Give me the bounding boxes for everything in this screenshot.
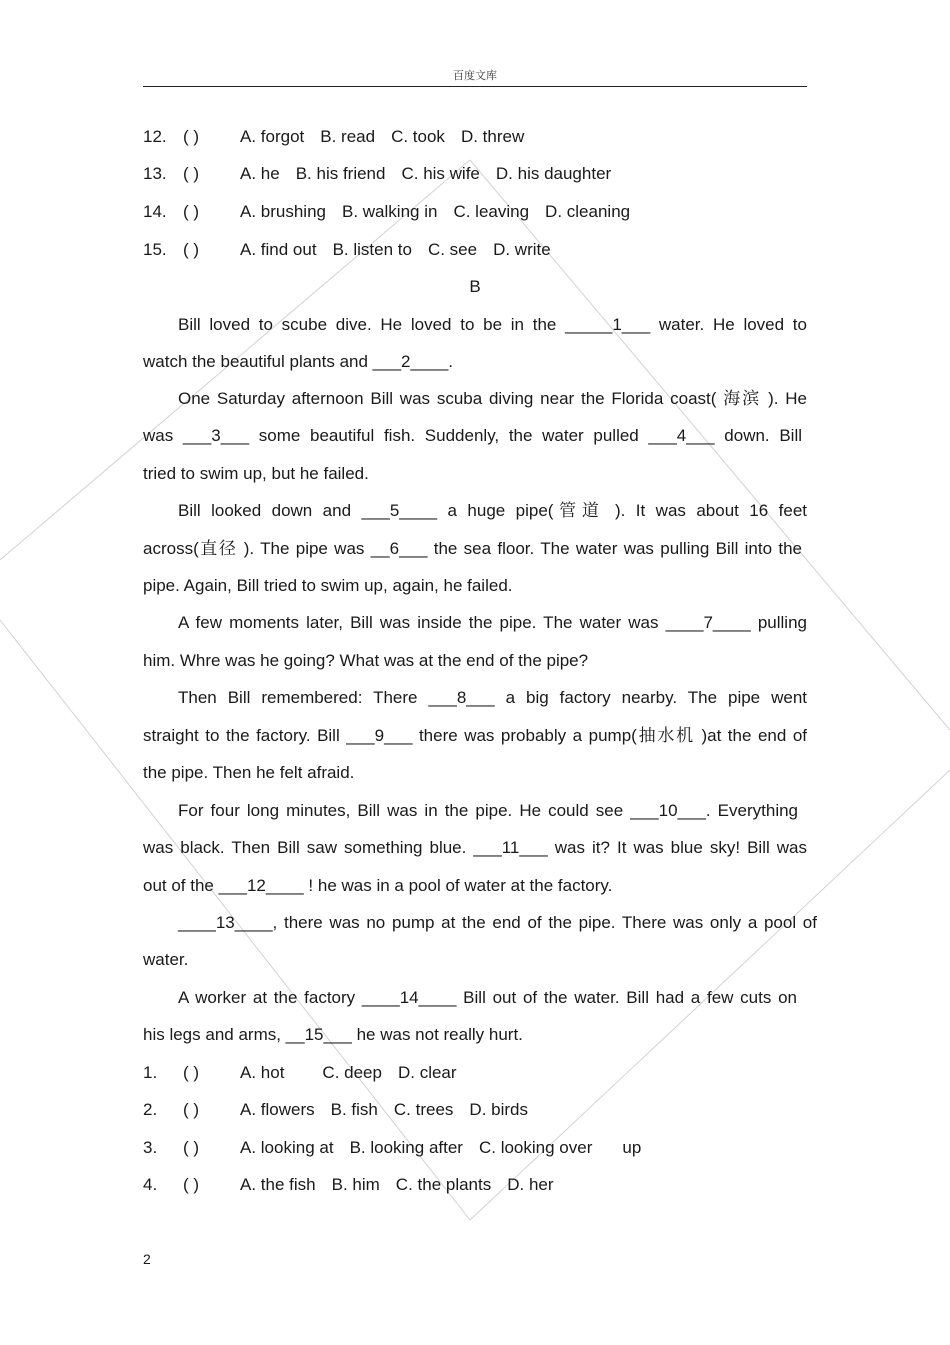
passage-line: tried to swim up, but he failed. xyxy=(143,464,369,483)
option-c: C. the plants xyxy=(395,1175,492,1194)
question-4 xyxy=(143,1175,570,1195)
option-a: A. find out xyxy=(240,240,317,259)
question-13 xyxy=(143,164,627,184)
option-b: B. read xyxy=(320,127,376,146)
passage-line: the pipe. Then he felt afraid. xyxy=(143,763,355,782)
option-b: B. him xyxy=(331,1175,380,1194)
passage-line: Bill loved to scube dive. He loved to be in the _____1___ water. He loved to xyxy=(178,315,807,334)
option-c: C. see xyxy=(427,240,478,259)
option-d: D. clear xyxy=(397,1063,457,1082)
option-b: B. looking after xyxy=(349,1138,463,1157)
question-2 xyxy=(143,1100,544,1120)
answer-blank: ( ) xyxy=(183,1100,200,1119)
option-a: A. looking at xyxy=(240,1138,334,1157)
option-c: C. looking over xyxy=(478,1138,593,1157)
option-a: A. hot xyxy=(240,1063,285,1082)
option-b: B. fish xyxy=(330,1100,378,1119)
passage-line: A worker at the factory ____14____ Bill out of the water. Bill had a few cuts on xyxy=(178,988,797,1007)
question-1 xyxy=(143,1063,473,1083)
option-a: A. the fish xyxy=(240,1175,316,1194)
option-d: up xyxy=(622,1138,642,1157)
page-number: 2 xyxy=(143,1251,151,1267)
question-number: 13. xyxy=(143,164,167,183)
answer-blank: ( ) xyxy=(183,1063,200,1082)
option-d: D. threw xyxy=(460,127,525,146)
option-c: C. took xyxy=(391,127,445,146)
option-d: D. her xyxy=(507,1175,554,1194)
option-b: B. listen to xyxy=(332,240,412,259)
header-divider xyxy=(143,86,807,87)
option-a: A. he xyxy=(240,164,280,183)
question-number: 2. xyxy=(143,1100,158,1119)
question-number: 12. xyxy=(143,127,167,146)
passage-line: across(直径 ). The pipe was __6___ the sea floor. The water was pulling Bill into the xyxy=(143,539,802,558)
section-heading: B xyxy=(469,277,481,296)
page-header-title: 百度文库 xyxy=(453,69,497,82)
answer-blank: ( ) xyxy=(183,164,200,183)
passage-line: A few moments later, Bill was inside the pipe. The water was ____7____ pulling xyxy=(178,613,807,632)
option-c: C. deep xyxy=(322,1063,382,1082)
answer-blank: ( ) xyxy=(183,1175,200,1194)
question-number: 3. xyxy=(143,1138,158,1157)
passage-line: out of the ___12____ ! he was in a pool of water at the factory. xyxy=(143,876,613,895)
option-a: A. forgot xyxy=(240,127,305,146)
answer-blank: ( ) xyxy=(183,202,200,221)
question-15 xyxy=(143,240,567,260)
passage-line: For four long minutes, Bill was in the pipe. He could see ___10___. Everything xyxy=(178,801,798,820)
passage-line: pipe. Again, Bill tried to swim up, again, he failed. xyxy=(143,576,513,595)
option-c: C. his wife xyxy=(401,164,480,183)
answer-blank: ( ) xyxy=(183,127,200,146)
question-14 xyxy=(143,202,646,222)
passage-line: watch the beautiful plants and ___2____. xyxy=(143,352,454,371)
option-b: B. walking in xyxy=(342,202,438,221)
option-a: A. brushing xyxy=(240,202,326,221)
question-number: 4. xyxy=(143,1175,158,1194)
option-d: D. cleaning xyxy=(545,202,631,221)
option-d: D. write xyxy=(493,240,551,259)
passage-line: his legs and arms, __15___ he was not really hurt. xyxy=(143,1025,523,1044)
passage-line: ____13____, there was no pump at the end of the pipe. There was only a pool of xyxy=(178,913,817,932)
question-number: 14. xyxy=(143,202,167,221)
passage-line: Bill looked down and ___5____ a huge pipe(管道 ). It was about 16 feet xyxy=(178,501,807,520)
passage-line: One Saturday afternoon Bill was scuba diving near the Florida coast( 海滨 ). He xyxy=(178,389,807,408)
option-d: D. his daughter xyxy=(495,164,612,183)
option-c: C. leaving xyxy=(453,202,530,221)
passage-line: straight to the factory. Bill ___9___ there was probably a pump(抽水机 )at the end of xyxy=(143,726,807,745)
passage-line: him. Whre was he going? What was at the end of the pipe? xyxy=(143,651,589,670)
option-b: B. his friend xyxy=(295,164,386,183)
answer-blank: ( ) xyxy=(183,1138,200,1157)
answer-blank: ( ) xyxy=(183,240,200,259)
passage-line: was ___3___ some beautiful fish. Suddenly, the water pulled ___4___ down. Bill xyxy=(143,426,802,445)
question-3 xyxy=(143,1138,657,1158)
passage-line: water. xyxy=(143,950,189,969)
question-12 xyxy=(143,127,540,147)
passage-line: was black. Then Bill saw something blue. ___11___ was it? It was blue sky! Bill was xyxy=(143,838,807,857)
question-number: 1. xyxy=(143,1063,158,1082)
passage-line: Then Bill remembered: There ___8___ a big factory nearby. The pipe went xyxy=(178,688,807,707)
option-c: C. trees xyxy=(393,1100,454,1119)
option-a: A. flowers xyxy=(240,1100,315,1119)
option-d: D. birds xyxy=(469,1100,528,1119)
question-number: 15. xyxy=(143,240,167,259)
